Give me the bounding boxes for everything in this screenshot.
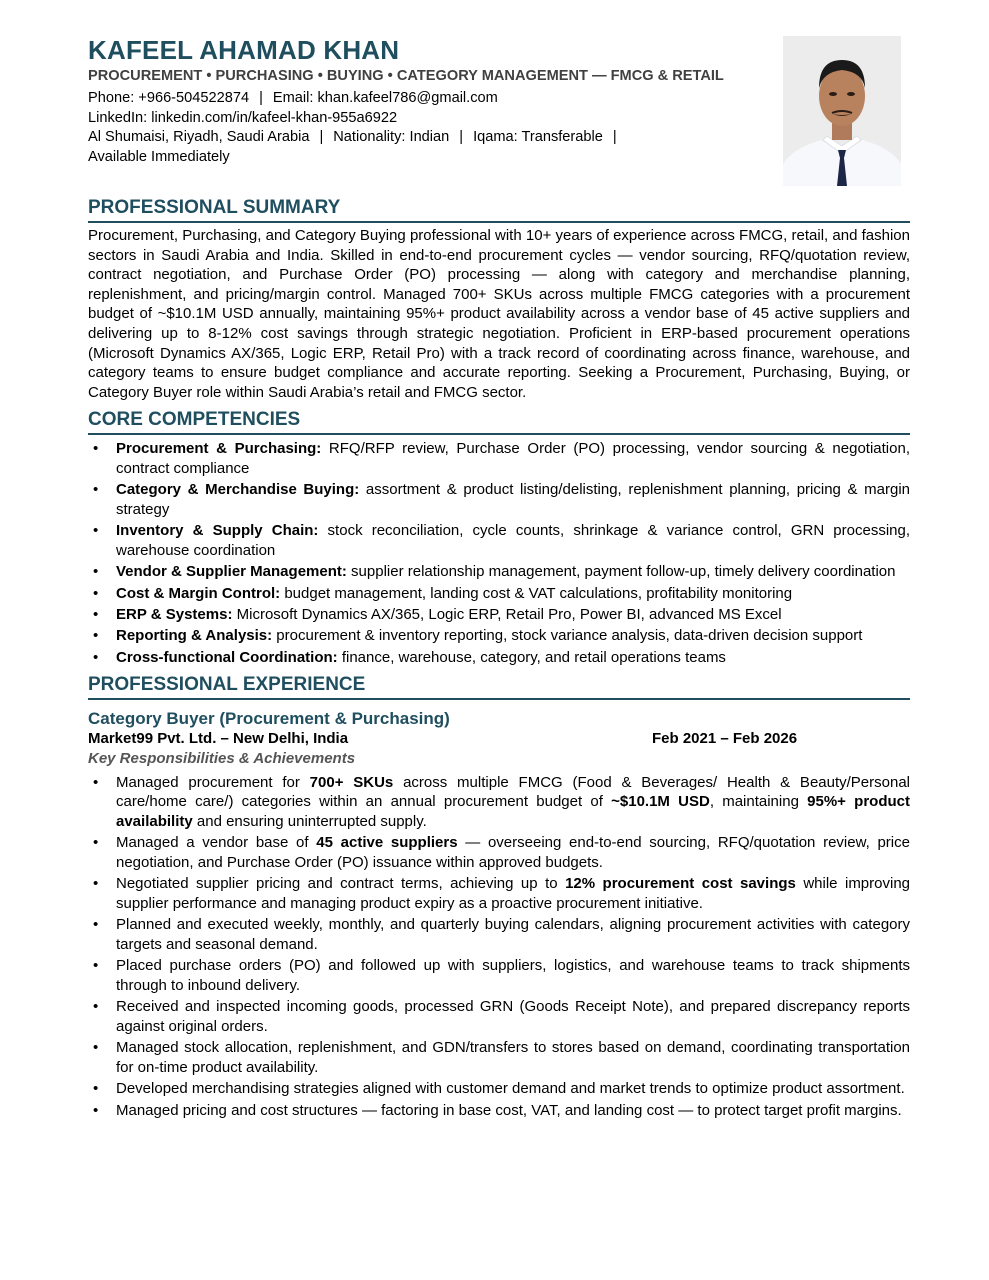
highlight-text: 12% procurement cost savings [565,875,796,893]
list-item [88,480,910,519]
separator: | [459,129,464,145]
headline-tagline: PROCUREMENT • PURCHASING • BUYING • CATEGORY MANAGEMENT — FMCG & RETAIL [88,68,724,84]
company-name: Market99 Pvt. Ltd. – New Delhi, India [88,730,349,748]
bullet-text: Managed stock allocation, replenishment, and GDN/transfers to stores based on demand, coordinating transportation for on-time product availability. [116,1039,910,1076]
list-item [88,833,910,872]
section-title-summary: PROFESSIONAL SUMMARY [88,196,910,223]
competency-text: stock reconciliation, cycle counts, shrinkage & variance control, GRN processing, warehouse coordination [116,522,911,559]
list-item [88,648,910,668]
competency-label: Cost & Margin Control: [116,584,281,602]
bullet-text: — overseeing end-to-end sourcing, RFQ/quotation review, price negotiation, and Purchase Order (PO) issuance within approved budgets. [116,834,910,871]
list-item [88,1038,910,1077]
section-title-competencies: CORE COMPETENCIES [88,408,910,435]
contact-line-3 [88,128,728,148]
linkedin-link[interactable]: LinkedIn: linkedin.com/in/kafeel-khan-955a6922 [88,109,398,126]
competency-text: RFQ/RFP review, Purchase Order (PO) processing, vendor sourcing & negotiation, contract compliance [116,440,910,477]
summary-paragraph: Procurement, Purchasing, and Category Buying professional with 10+ years of experience across FMCG, retail, and fashion sectors in Saudi Arabia and India. Skilled in end-to-end procurement cycles — vendor sourcing, RFQ/quotation review, contract negotiation, and Purchase Order (PO) processing — along with category and merchandise planning, replenishment, and pricing/margin control. Managed 700+ SKUs across multiple FMCG categories with a procurement budget of ~$10.1M USD annually, maintaining 95%+ product availability across a vendor base of 45 active suppliers and delivering up to 8-12% cost savings through strategic negotiation. Proficient in ERP-based procurement operations (Microsoft Dynamics AX/365, Logic ERP, Retail Pro) with a track record of coordinating across finance, warehouse, and category teams to ensure budget compliance and accurate reporting. Seeking a Procurement, Purchasing, Buying, or Category Buyer role within Saudi Arabia’s retail and FMCG sector. [88,227,910,401]
phone-text: Phone: +966-504522874 [88,90,250,106]
experience-bullets [88,773,910,1120]
bullet-text: Developed merchandising strategies aligned with customer demand and market trends to optimize product assortment. [116,1080,905,1098]
bullet-text: Managed pricing and cost structures — factoring in base cost, VAT, and landing cost — to protect target profit margins. [116,1101,902,1119]
section-title-experience: PROFESSIONAL EXPERIENCE [88,673,910,700]
contact-line-4 [88,148,728,168]
bullet-text: across multiple FMCG (Food & Beverages/ Health & Beauty/Personal care/home care/) categories within an annual procurement budget of [116,773,911,811]
profile-photo [783,36,901,186]
iqama-text: Iqama: Transferable [473,129,603,145]
bullet-text: Placed purchase orders (PO) and followed up with suppliers, logistics, and warehouse teams to track shipments through to inbound delivery. [116,957,910,994]
bullet-text: Planned and executed weekly, monthly, and quarterly buying calendars, aligning procurement activities with category targets and seasonal demand. [116,916,910,953]
resume-header [88,34,910,190]
highlight-text: ~$10.1M USD [611,793,710,811]
job-title: Category Buyer (Procurement & Purchasing) [88,709,450,729]
list-item [88,1079,910,1099]
bullet-text: Received and inspected incoming goods, processed GRN (Goods Receipt Note), and prepared discrepancy reports against original orders. [116,998,910,1035]
list-item [88,584,910,604]
competency-label: ERP & Systems: [116,606,233,624]
list-item [88,874,910,913]
list-item [88,521,910,560]
bullet-text: , maintaining [709,793,808,811]
list-item [88,626,910,646]
email-link[interactable]: Email: khan.kafeel786@gmail.com [272,90,498,106]
separator: | [319,129,324,145]
list-item [88,956,910,995]
bullet-text: while improving supplier performance and managing product expiry as a proactive procurement initiative. [116,875,911,912]
competency-text: procurement & inventory reporting, stock variance analysis, data-driven decision support [272,627,863,645]
resume-page [88,34,910,1122]
competency-label: Inventory & Supply Chain: [116,522,319,540]
location-text: Al Shumaisi, Riyadh, Saudi Arabia [88,129,310,145]
competency-text: Microsoft Dynamics AX/365, Logic ERP, Retail Pro, Power BI, advanced MS Excel [232,606,782,624]
job-company-line [88,729,910,749]
competency-text: budget management, landing cost & VAT calculations, profitability monitoring [280,584,793,602]
competency-label: Cross-functional Coordination: [116,648,338,666]
list-item [88,773,910,832]
competency-label: Procurement & Purchasing: [116,440,322,458]
competency-label: Vendor & Supplier Management: [116,563,347,581]
highlight-text: 45 active suppliers [316,834,458,852]
separator: | [259,90,263,106]
highlight-text: 700+ SKUs [309,773,394,791]
competency-text: finance, warehouse, category, and retail operations teams [337,648,726,666]
highlight-text: 95%+ product availability [116,793,910,830]
competency-text: assortment & product listing/delisting, replenishment planning, pricing & margin strategy [116,481,910,518]
nationality-text: Nationality: Indian [333,129,450,145]
list-item [88,997,910,1036]
list-item [88,439,910,478]
list-item [88,1101,910,1121]
job-dates: Feb 2021 – Feb 2026 [652,730,798,748]
bullet-text: Negotiated supplier pricing and contract terms, achieving up to [116,875,566,893]
competency-label: Category & Merchandise Buying: [116,481,360,499]
competency-text: supplier relationship management, payment follow-up, timely delivery coordination [346,563,896,581]
candidate-name: KAFEEL AHAMAD KHAN [88,35,400,65]
competency-label: Reporting & Analysis: [116,627,273,645]
responsibilities-heading: Key Responsibilities & Achievements [88,750,356,768]
separator: | [612,129,617,145]
bullet-text: Managed procurement for [116,773,310,791]
contact-line-1 [88,89,728,109]
competencies-list [88,439,910,667]
list-item [88,562,910,582]
list-item [88,915,910,954]
profile-photo-illustration [783,36,901,186]
bullet-text: and ensuring uninterrupted supply. [192,812,427,830]
list-item [88,605,910,625]
contact-line-2 [88,109,728,129]
bullet-text: Managed a vendor base of [116,834,317,852]
availability-text: Available Immediately [88,148,230,165]
contact-info [88,89,728,167]
